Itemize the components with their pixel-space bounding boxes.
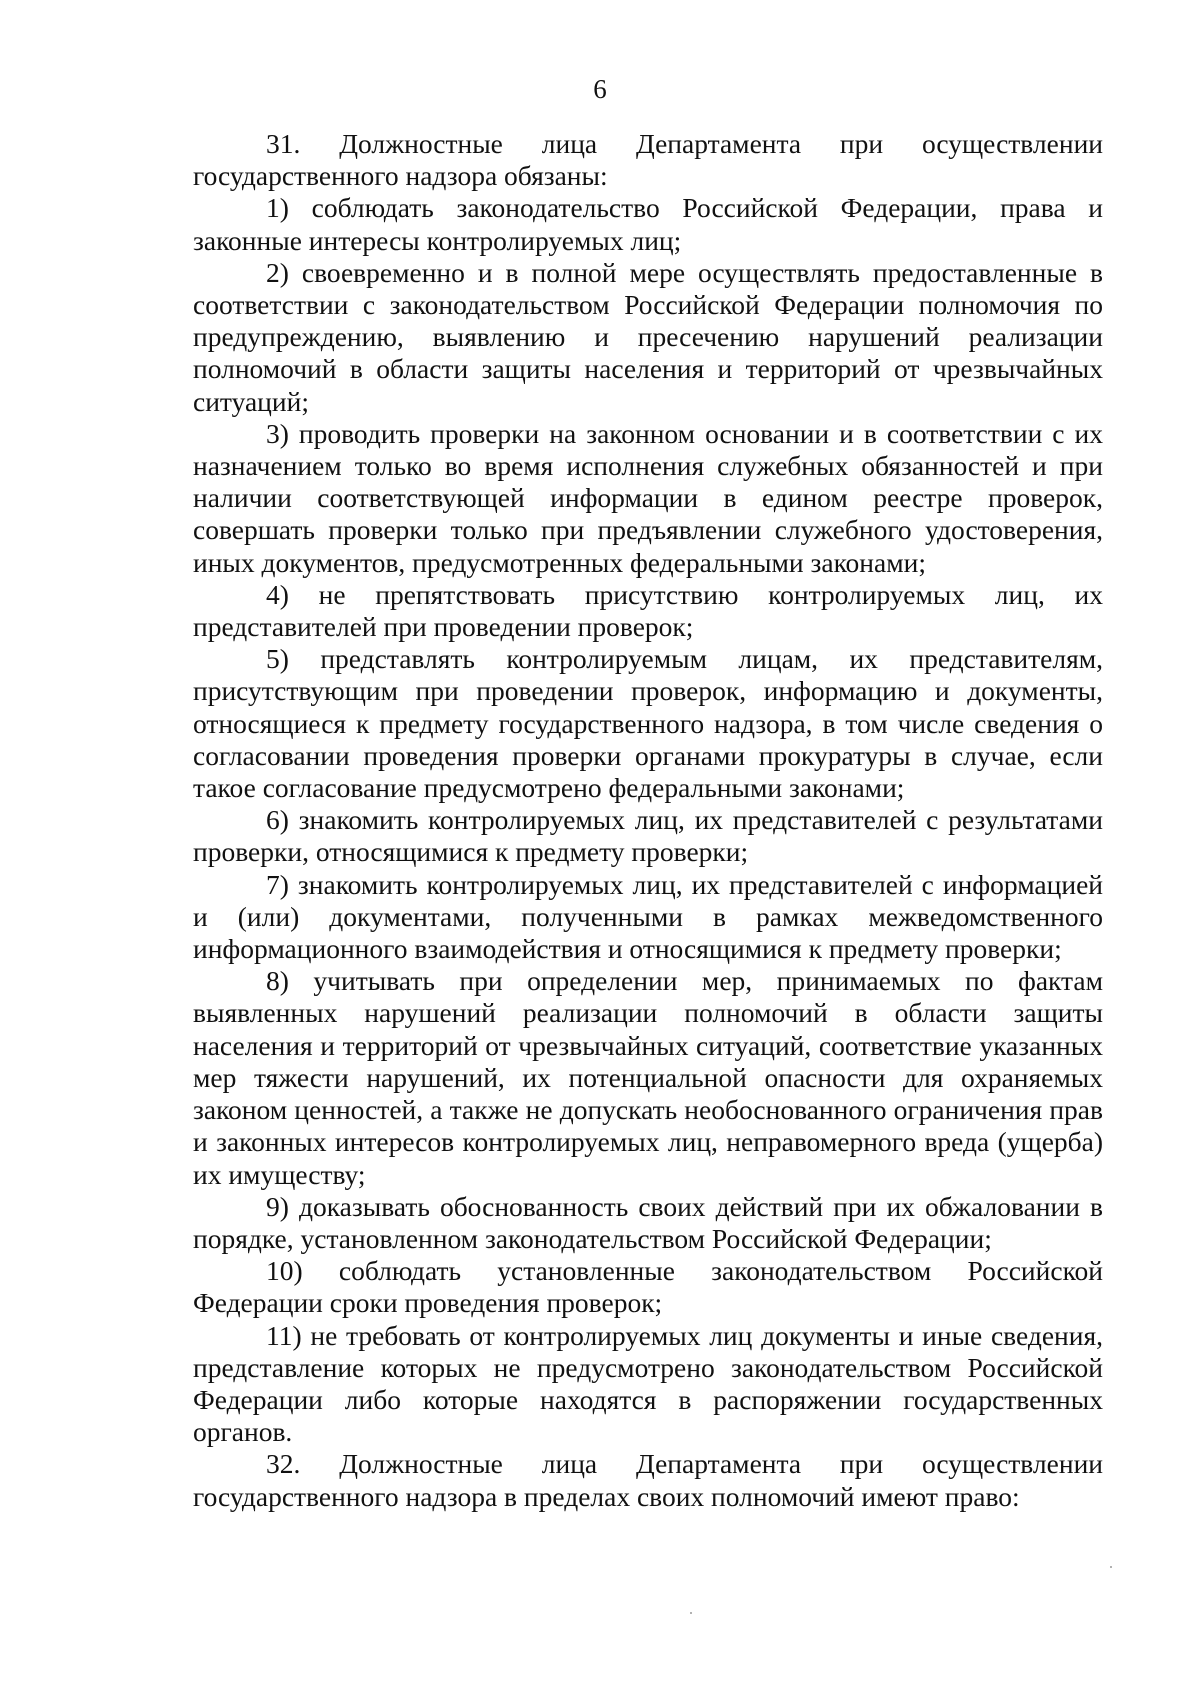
list-item-1: 1) соблюдать законодательство Российской Федерации, права и законные интересы контролируемых лиц; [193, 192, 1103, 256]
list-item-4: 4) не препятствовать присутствию контролируемых лиц, их представителей при проведении проверок; [193, 578, 1103, 643]
list-item-2: 2) своевременно и в полной мере осуществлять предоставленные в соответствии с законодательством Российской Федерации полномочия по предупреждению, выявлению и пресечению нарушений реализации полномочий в области защиты населения и территорий от чрезвычайных ситуаций; [193, 256, 1103, 417]
list-item-9: 9) доказывать обоснованность своих действий при их обжаловании в порядке, установленном законодательством Российской Федерации; [193, 1190, 1103, 1254]
list-item-11: 11) не требовать от контролируемых лиц документы и иные сведения, представление которых не предусмотрено законодательством Российской Федерации либо которые находятся в распоряжении государственных органов. [193, 1319, 1103, 1448]
list-item-7: 7) знакомить контролируемых лиц, их представителей с информацией и (или) документами, полученными в рамках межведомственного информационного взаимодействия и относящимися к предмету проверки; [193, 868, 1103, 965]
list-item-5: 5) представлять контролируемым лицам, их представителям, присутствующим при проведении проверок, информацию и документы, относящиеся к предмету государственного надзора, в том числе сведения о согласовании проведения проверки органами прокуратуры в случае, если такое согласование предусмотрено федеральными законами; [193, 643, 1103, 804]
list-item-6: 6) знакомить контролируемых лиц, их представителей с результатами проверки, относящимися к предмету проверки; [193, 804, 1103, 868]
scan-speck [1110, 1566, 1112, 1568]
paragraph-32-intro: 32. Должностные лица Департамента при осуществлении государственного надзора в пределах своих полномочий имеют право: [193, 1448, 1103, 1512]
document-body [193, 128, 1103, 1513]
scan-speck [690, 1612, 692, 1614]
list-item-3: 3) проводить проверки на законном основании и в соответствии с их назначением только во время исполнения служебных обязанностей и при наличии соответствующей информации в едином реестре проверок, совершать проверки только при предъявлении служебного удостоверения, иных документов, предусмотренных федеральными законами; [193, 417, 1103, 578]
page-number: 6 [593, 74, 607, 104]
paragraph-31-intro: 31. Должностные лица Департамента при осуществлении государственного надзора обязаны: [193, 128, 1103, 192]
list-item-10: 10) соблюдать установленные законодательством Российской Федерации сроки проведения проверок; [193, 1255, 1103, 1319]
list-item-8: 8) учитывать при определении мер, принимаемых по фактам выявленных нарушений реализации полномочий в области защиты населения и территорий от чрезвычайных ситуаций, соответствие указанных мер тяжести нарушений, их потенциальной опасности для охраняемых законом ценностей, а также не допускать необоснованного ограничения прав и законных интересов контролируемых лиц, неправомерного вреда (ущерба) их имуществу; [193, 965, 1103, 1190]
